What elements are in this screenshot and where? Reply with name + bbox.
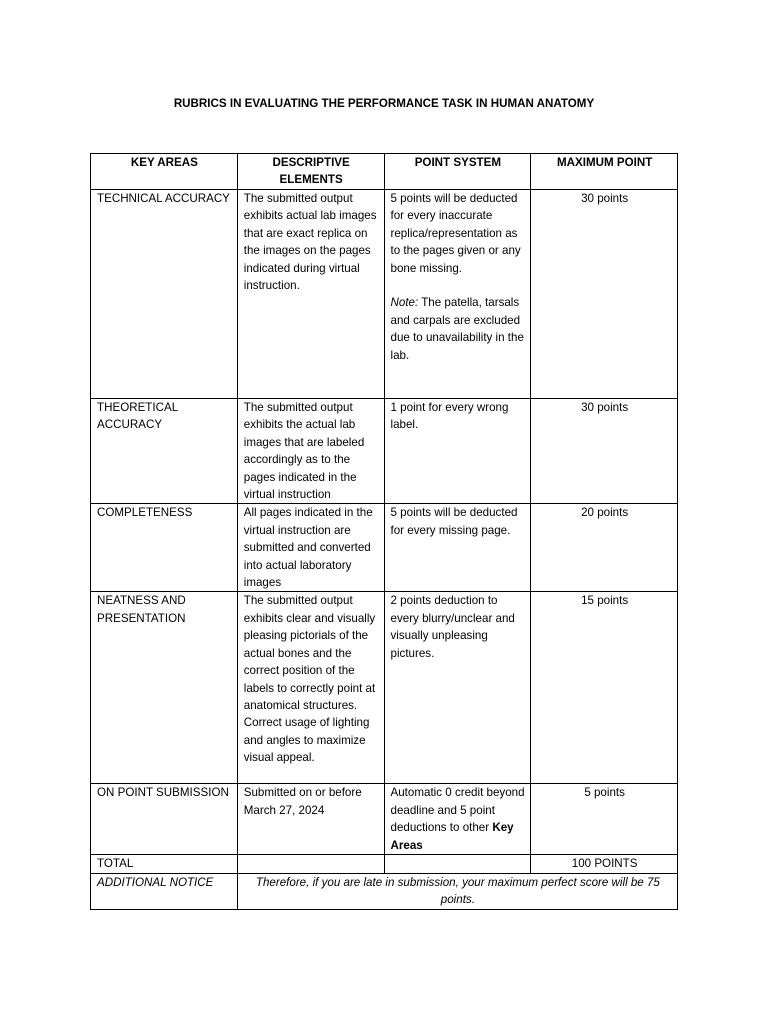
descriptive-cell: The submitted output exhibits the actual lab images that are labeled accordingly as to the pages indicated in the virtual instruction xyxy=(237,399,384,504)
descriptive-cell: Submitted on or before March 27, 2024 xyxy=(237,784,384,855)
max-point-cell: 20 points xyxy=(531,504,678,592)
empty-cell xyxy=(384,855,531,873)
table-header-row xyxy=(91,154,678,190)
point-system-cell xyxy=(384,190,531,399)
notice-row xyxy=(91,873,678,909)
table-row xyxy=(91,592,678,784)
key-area-cell: THEORETICAL ACCURACY xyxy=(91,399,238,504)
key-area-cell: COMPLETENESS xyxy=(91,504,238,592)
point-system-cell: Automatic 0 credit beyond deadline and 5 point deductions to other Key Areas xyxy=(384,784,531,855)
point-system-cell: 1 point for every wrong label. xyxy=(384,399,531,504)
empty-cell xyxy=(237,855,384,873)
header-maximum-point: MAXIMUM POINT xyxy=(531,154,678,190)
total-row xyxy=(91,855,678,873)
table-row xyxy=(91,784,678,855)
table-row xyxy=(91,190,678,399)
total-value: 100 POINTS xyxy=(531,855,678,873)
point-system-cell: 5 points will be deducted for every missing page. xyxy=(384,504,531,592)
max-point-cell: 30 points xyxy=(531,190,678,399)
table-row xyxy=(91,504,678,592)
header-descriptive-elements: DESCRIPTIVE ELEMENTS xyxy=(237,154,384,190)
notice-label: ADDITIONAL NOTICE xyxy=(91,873,238,909)
descriptive-cell: The submitted output exhibits clear and visually pleasing pictorials of the actual bones and the correct position of the labels to correctly point at anatomical structures. Correct usage of lighting and angles to maximize visual appeal. xyxy=(237,592,384,784)
descriptive-cell: All pages indicated in the virtual instruction are submitted and converted into actual laboratory images xyxy=(237,504,384,592)
header-key-areas: KEY AREAS xyxy=(91,154,238,190)
point-system-text: 5 points will be deducted for every inaccurate replica/representation as to the pages given or any bone missing. xyxy=(390,192,521,275)
key-area-cell: ON POINT SUBMISSION xyxy=(91,784,238,855)
header-point-system: POINT SYSTEM xyxy=(384,154,531,190)
page-title: RUBRICS IN EVALUATING THE PERFORMANCE TASK IN HUMAN ANATOMY xyxy=(173,97,595,110)
rubric-table xyxy=(90,153,678,910)
point-system-cell: 2 points deduction to every blurry/unclear and visually unpleasing pictures. xyxy=(384,592,531,784)
max-point-cell: 15 points xyxy=(531,592,678,784)
notice-text: Therefore, if you are late in submission, your maximum perfect score will be 75 points. xyxy=(237,873,677,909)
note-label: Note: xyxy=(390,296,419,310)
key-areas-emphasis: Key Areas xyxy=(390,821,514,852)
max-point-cell: 5 points xyxy=(531,784,678,855)
note-text: Note: The patella, tarsals and carpals are excluded due to unavailability in the lab. xyxy=(390,296,524,362)
total-label: TOTAL xyxy=(91,855,238,873)
key-area-cell: TECHNICAL ACCURACY xyxy=(91,190,238,399)
table-row xyxy=(91,399,678,504)
descriptive-cell: The submitted output exhibits actual lab images that are exact replica on the images on the pages indicated during virtual instruction. xyxy=(237,190,384,399)
max-point-cell: 30 points xyxy=(531,399,678,504)
key-area-cell: NEATNESS AND PRESENTATION xyxy=(91,592,238,784)
